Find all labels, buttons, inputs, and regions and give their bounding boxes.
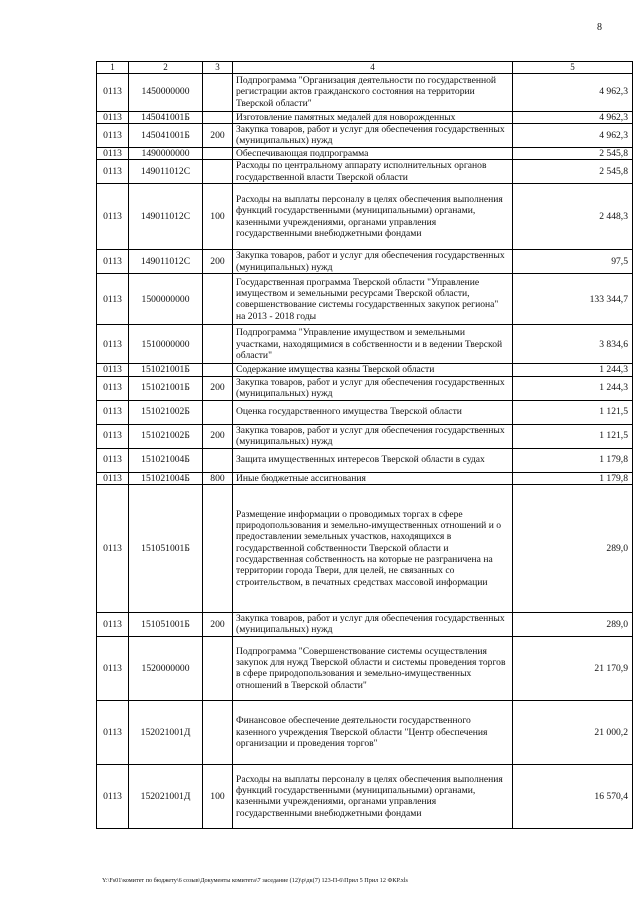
expense-type-cell: [203, 147, 233, 159]
table-row: [97, 147, 633, 159]
target-code-cell: 151021002Б: [129, 424, 203, 448]
header-col-3: 3: [203, 62, 233, 74]
header-col-4: 4: [233, 62, 513, 74]
amount-cell: 97,5: [513, 250, 633, 274]
name-cell: Оценка государственного имущества Тверской области: [233, 400, 513, 424]
target-code-cell: 151021004Б: [129, 472, 203, 484]
expense-type-cell: 200: [203, 250, 233, 274]
expense-type-cell: [203, 73, 233, 111]
name-cell: Обеспечивающая подпрограмма: [233, 147, 513, 159]
section-cell: 0113: [97, 73, 129, 111]
expense-type-cell: [203, 484, 233, 612]
target-code-cell: 151021001Б: [129, 364, 203, 376]
target-code-cell: 152021001Д: [129, 700, 203, 764]
target-code-cell: 149011012С: [129, 184, 203, 250]
amount-cell: 1 121,5: [513, 424, 633, 448]
expense-type-cell: [203, 700, 233, 764]
section-cell: 0113: [97, 448, 129, 472]
section-cell: 0113: [97, 700, 129, 764]
section-cell: 0113: [97, 636, 129, 700]
expense-type-cell: 200: [203, 612, 233, 636]
footer-file-path: Y:\Fs01\комитет по бюджету\6 созыв\Документы комитета\7 заседание (12)\р\дк(7) 123-П-6\Прил 5 Прил 12 ФКР.xls: [102, 877, 408, 884]
table-row: [97, 484, 633, 612]
amount-cell: 1 121,5: [513, 400, 633, 424]
target-code-cell: 145041001Б: [129, 123, 203, 147]
header-row: [97, 62, 633, 74]
expense-type-cell: [203, 636, 233, 700]
table-row: [97, 160, 633, 184]
expense-type-cell: 100: [203, 184, 233, 250]
expense-type-cell: 200: [203, 424, 233, 448]
table-row: [97, 700, 633, 764]
name-cell: Финансовое обеспечение деятельности государственного казенного учреждения Тверской области "Центр обеспечения организации и проведения торгов": [233, 700, 513, 764]
target-code-cell: 151051001Б: [129, 612, 203, 636]
name-cell: Подпрограмма "Организация деятельности по государственной регистрации актов гражданского состояния на территории Тверской области": [233, 73, 513, 111]
section-cell: 0113: [97, 123, 129, 147]
section-cell: 0113: [97, 400, 129, 424]
target-code-cell: 151021002Б: [129, 400, 203, 424]
table-row: [97, 111, 633, 123]
target-code-cell: 151021001Б: [129, 376, 203, 400]
section-cell: 0113: [97, 424, 129, 448]
expense-type-cell: [203, 364, 233, 376]
amount-cell: 4 962,3: [513, 73, 633, 111]
name-cell: Подпрограмма "Совершенствование системы осуществления закупок для нужд Тверской области и системы проведения торгов в сфере природопользования и земельно-имущественных отношений в Тверской области": [233, 636, 513, 700]
section-cell: 0113: [97, 364, 129, 376]
table-row: [97, 764, 633, 828]
amount-cell: 2 545,8: [513, 147, 633, 159]
expense-type-cell: [203, 274, 233, 325]
amount-cell: 4 962,3: [513, 123, 633, 147]
section-cell: 0113: [97, 484, 129, 612]
table-row: [97, 325, 633, 364]
header-col-2: 2: [129, 62, 203, 74]
amount-cell: 133 344,7: [513, 274, 633, 325]
table-row: [97, 73, 633, 111]
target-code-cell: 152021001Д: [129, 764, 203, 828]
name-cell: Закупка товаров, работ и услуг для обеспечения государственных (муниципальных) нужд: [233, 250, 513, 274]
expense-type-cell: 200: [203, 376, 233, 400]
section-cell: 0113: [97, 472, 129, 484]
target-code-cell: 151021004Б: [129, 448, 203, 472]
section-cell: 0113: [97, 160, 129, 184]
name-cell: Закупка товаров, работ и услуг для обеспечения государственных (муниципальных) нужд: [233, 612, 513, 636]
expense-type-cell: [203, 160, 233, 184]
header-col-1: 1: [97, 62, 129, 74]
name-cell: Защита имущественных интересов Тверской области в судах: [233, 448, 513, 472]
target-code-cell: 1500000000: [129, 274, 203, 325]
name-cell: Расходы по центральному аппарату исполнительных органов государственной власти Тверской области: [233, 160, 513, 184]
table-row: [97, 400, 633, 424]
section-cell: 0113: [97, 325, 129, 364]
table-row: [97, 376, 633, 400]
name-cell: Изготовление памятных медалей для новорожденных: [233, 111, 513, 123]
name-cell: Закупка товаров, работ и услуг для обеспечения государственных (муниципальных) нужд: [233, 123, 513, 147]
table-row: [97, 636, 633, 700]
header-col-5: 5: [513, 62, 633, 74]
section-cell: 0113: [97, 274, 129, 325]
section-cell: 0113: [97, 764, 129, 828]
target-code-cell: 145041001Б: [129, 111, 203, 123]
section-cell: 0113: [97, 111, 129, 123]
section-cell: 0113: [97, 612, 129, 636]
name-cell: Расходы на выплаты персоналу в целях обеспечения выполнения функций государственными (муниципальными) органами, казенными учреждениями, органами управления государственными внебюджетными фондами: [233, 184, 513, 250]
table-row: [97, 364, 633, 376]
expense-type-cell: [203, 325, 233, 364]
name-cell: Закупка товаров, работ и услуг для обеспечения государственных (муниципальных) нужд: [233, 376, 513, 400]
target-code-cell: 1490000000: [129, 147, 203, 159]
name-cell: Государственная программа Тверской области "Управление имуществом и земельными ресурсами Тверской области, совершенствование системы государственных закупок региона" на 2013 - 2018 годы: [233, 274, 513, 325]
table-row: [97, 424, 633, 448]
amount-cell: 2 545,8: [513, 160, 633, 184]
section-cell: 0113: [97, 147, 129, 159]
amount-cell: 21 170,9: [513, 636, 633, 700]
page-number: 8: [597, 22, 602, 33]
table-row: [97, 250, 633, 274]
target-code-cell: 1450000000: [129, 73, 203, 111]
amount-cell: 4 962,3: [513, 111, 633, 123]
amount-cell: 1 179,8: [513, 472, 633, 484]
table-row: [97, 612, 633, 636]
table-row: [97, 472, 633, 484]
table-row: [97, 184, 633, 250]
amount-cell: 289,0: [513, 484, 633, 612]
section-cell: 0113: [97, 376, 129, 400]
name-cell: Расходы на выплаты персоналу в целях обеспечения выполнения функций государственными (муниципальными) органами, казенными учреждениями, органами управления государственными внебюджетными фондами: [233, 764, 513, 828]
amount-cell: 3 834,6: [513, 325, 633, 364]
name-cell: Иные бюджетные ассигнования: [233, 472, 513, 484]
target-code-cell: 149011012С: [129, 160, 203, 184]
amount-cell: 1 179,8: [513, 448, 633, 472]
expense-type-cell: 200: [203, 123, 233, 147]
expense-type-cell: [203, 448, 233, 472]
section-cell: 0113: [97, 250, 129, 274]
amount-cell: 1 244,3: [513, 376, 633, 400]
expense-type-cell: [203, 400, 233, 424]
amount-cell: 16 570,4: [513, 764, 633, 828]
name-cell: Подпрограмма "Управление имуществом и земельными участками, находящимися в собственности и в ведении Тверской области": [233, 325, 513, 364]
amount-cell: 289,0: [513, 612, 633, 636]
target-code-cell: 149011012С: [129, 250, 203, 274]
expense-type-cell: [203, 111, 233, 123]
amount-cell: 1 244,3: [513, 364, 633, 376]
table-row: [97, 123, 633, 147]
target-code-cell: 1510000000: [129, 325, 203, 364]
table-row: [97, 274, 633, 325]
name-cell: Закупка товаров, работ и услуг для обеспечения государственных (муниципальных) нужд: [233, 424, 513, 448]
table-row: [97, 448, 633, 472]
name-cell: Содержание имущества казны Тверской области: [233, 364, 513, 376]
budget-table: [96, 61, 633, 829]
target-code-cell: 151051001Б: [129, 484, 203, 612]
expense-type-cell: 100: [203, 764, 233, 828]
expense-type-cell: 800: [203, 472, 233, 484]
section-cell: 0113: [97, 184, 129, 250]
amount-cell: 21 000,2: [513, 700, 633, 764]
table-body: [97, 62, 633, 829]
amount-cell: 2 448,3: [513, 184, 633, 250]
name-cell: Размещение информации о проводимых торгах в сфере природопользования и земельно-имущественных отношений и о предоставлении земельных участков, находящихся в государственной собственности Тверской области и государственная собственность на которые не разграничена на территории города Твери, для целей, не связанных со строительством, в печатных средствах массовой информации: [233, 484, 513, 612]
target-code-cell: 1520000000: [129, 636, 203, 700]
